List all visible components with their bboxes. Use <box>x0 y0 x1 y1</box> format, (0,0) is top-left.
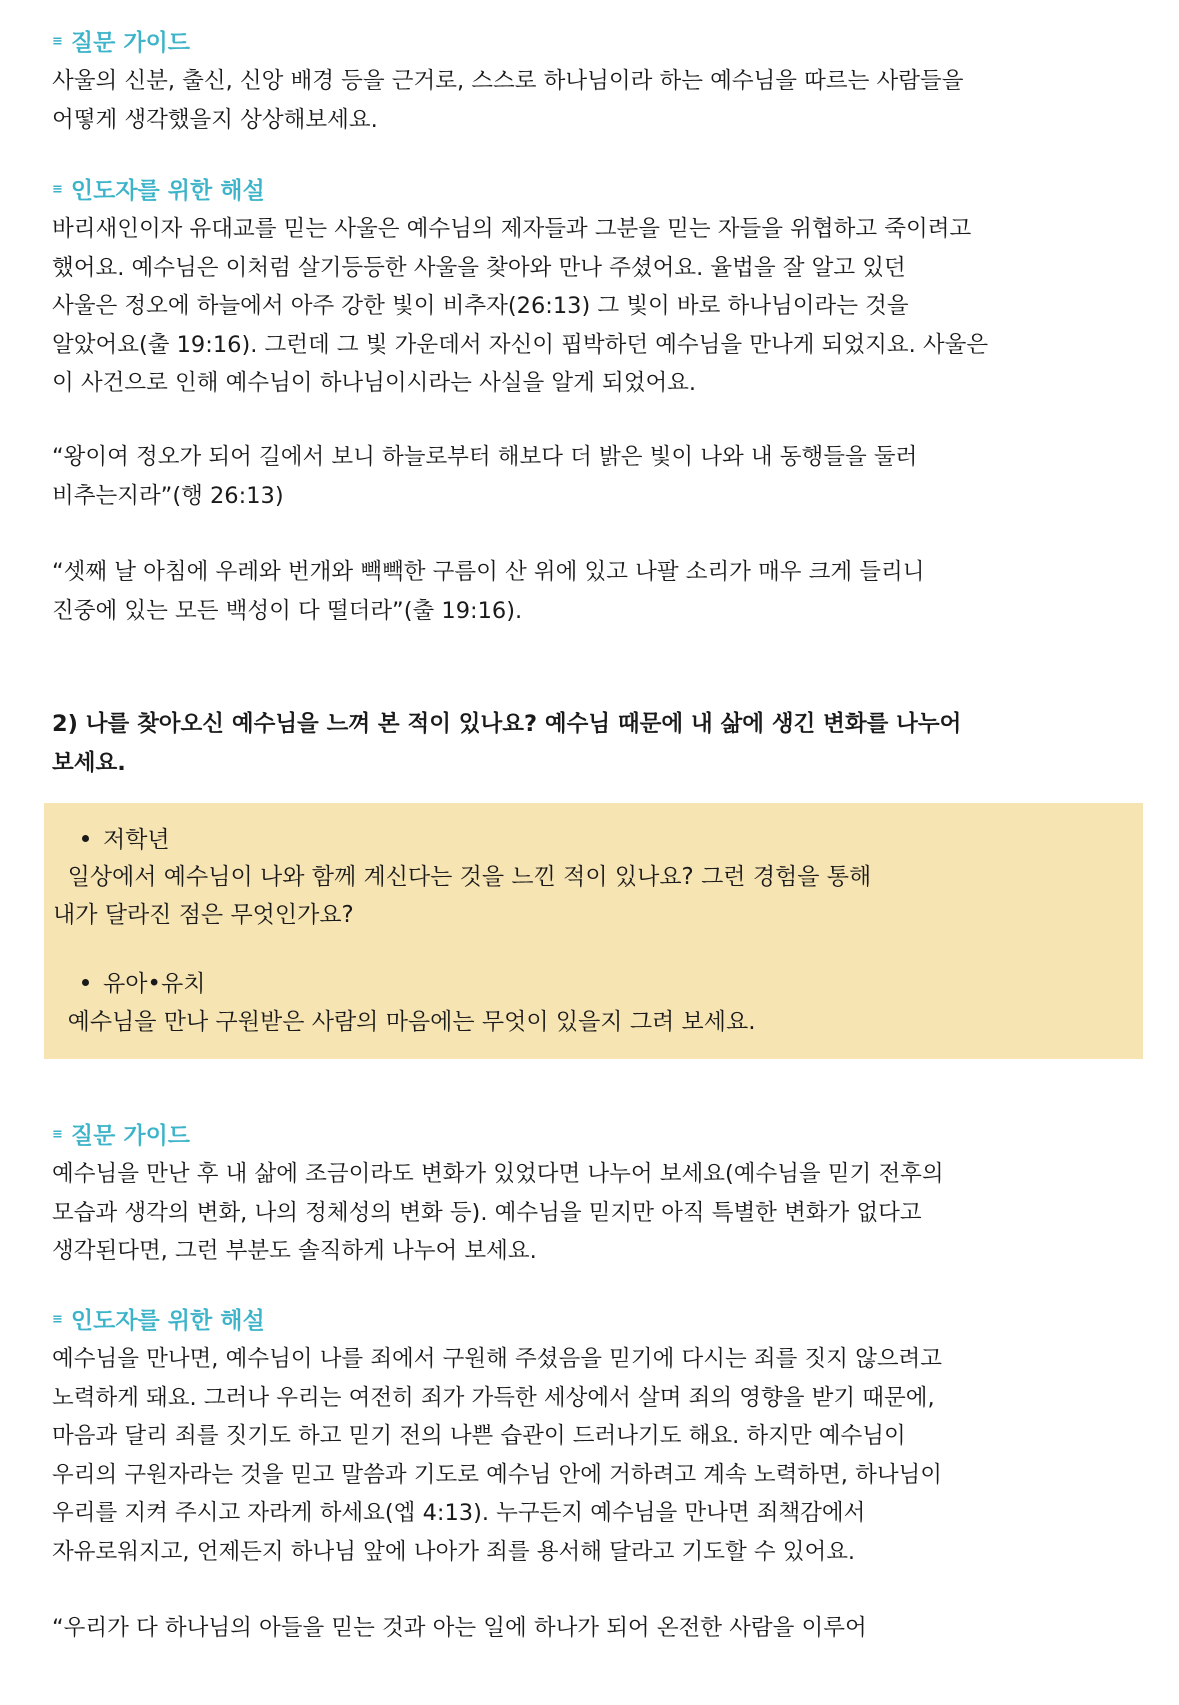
section-heading-question-guide <box>52 1119 190 1153</box>
paragraph-line: 예수님을 만나면, 예수님이 나를 죄에서 구원해 주셨음을 믿기에 다시는 죄를 짓지 않으려고 <box>52 1346 943 1372</box>
text-line: 일상에서 예수님이 나와 함께 계신다는 것을 느낀 적이 있나요? 그런 경험을 통해 <box>53 864 872 890</box>
leader-commentary-paragraph <box>52 210 1142 403</box>
question-line: 2) 나를 찾아오신 예수님을 느껴 본 적이 있나요? 예수님 때문에 내 삶에 생긴 변화를 나누어 <box>52 711 962 737</box>
discussion-question <box>52 705 1142 782</box>
paragraph-line: 했어요. 예수님은 이처럼 살기등등한 사울을 찾아와 만나 주셨어요. 율법을 잘 알고 있던 <box>52 254 906 281</box>
paragraph-line: 사울은 정오에 하늘에서 아주 강한 빛이 비추자(26:13) 그 빛이 바로 하나님이라는 것을 <box>52 293 909 319</box>
age-group-label: 저학년 <box>103 827 170 853</box>
age-group-box <box>44 803 1143 1059</box>
paragraph-line: 노력하게 돼요. 그러나 우리는 여전히 죄가 가득한 세상에서 살며 죄의 영향을 받기 때문에, <box>52 1384 935 1411</box>
bullet-icon <box>82 835 89 842</box>
paragraph-line: 바리새인이자 유대교를 믿는 사울은 예수님의 제자들과 그분을 믿는 자들을 위협하고 죽이려고 <box>52 216 972 242</box>
paragraph-line: 알았어요(출 19:16). 그런데 그 빛 가운데서 자신이 핍박하던 예수님을 만나게 되었지요. 사울은 <box>52 331 989 358</box>
quote-line: “셋째 날 아침에 우레와 번개와 빽빽한 구름이 산 위에 있고 나팔 소리가 매우 크게 들리니 <box>52 559 925 585</box>
paragraph-line: 우리를 지켜 주시고 자라게 하세요(엡 4:13). 누구든지 예수님을 만나면 죄책감에서 <box>52 1500 866 1526</box>
quote-line: “우리가 다 하나님의 아들을 믿는 것과 아는 일에 하나가 되어 온전한 사람을 이루어 <box>52 1615 867 1641</box>
age-group-title <box>82 967 205 1001</box>
text-line: 예수님을 만나 구원받은 사람의 마음에는 무엇이 있을지 그려 보세요. <box>53 1009 756 1035</box>
paragraph-line: 사울의 신분, 출신, 신앙 배경 등을 근거로, 스스로 하나님이라 하는 예수님을 따르는 사람들을 <box>52 68 964 94</box>
paragraph-line: 예수님을 만난 후 내 삶에 조금이라도 변화가 있었다면 나누어 보세요(예수님을 믿기 전후의 <box>52 1161 944 1187</box>
paragraph-line: 어떻게 생각했을지 상상해보세요. <box>52 106 378 133</box>
list-icon: ≡ <box>52 1311 63 1327</box>
heading-text: 인도자를 위한 해설 <box>70 1308 265 1334</box>
heading-text: 인도자를 위한 해설 <box>70 178 265 204</box>
paragraph-line: 생각된다면, 그런 부분도 솔직하게 나누어 보세요. <box>52 1238 537 1264</box>
bullet-icon <box>82 979 89 986</box>
section-heading-question-guide <box>52 26 190 60</box>
question-guide-paragraph <box>52 1155 1142 1271</box>
age-group-label: 유아•유치 <box>103 971 206 997</box>
list-icon: ≡ <box>52 181 63 197</box>
age-group-text <box>53 1003 756 1041</box>
heading-text: 질문 가이드 <box>70 30 191 56</box>
section-heading-leader-commentary <box>52 174 265 208</box>
question-guide-paragraph <box>52 62 1142 139</box>
list-icon: ≡ <box>52 1126 63 1142</box>
list-icon: ≡ <box>52 33 63 49</box>
paragraph-line: 마음과 달리 죄를 짓기도 하고 믿기 전의 나쁜 습관이 드러나기도 해요. 하지만 예수님이 <box>52 1423 906 1449</box>
scripture-quote <box>52 438 1142 515</box>
leader-commentary-paragraph <box>52 1340 1142 1571</box>
paragraph-line: 우리의 구원자라는 것을 믿고 말씀과 기도로 예수님 안에 거하려고 계속 노력하면, 하나님이 <box>52 1461 943 1488</box>
quote-line: 비추는지라”(행 26:13) <box>52 482 284 509</box>
section-heading-leader-commentary <box>52 1304 265 1338</box>
scripture-quote <box>52 553 1142 630</box>
paragraph-line: 자유로워지고, 언제든지 하나님 앞에 나아가 죄를 용서해 달라고 기도할 수 있어요. <box>52 1538 856 1565</box>
paragraph-line: 이 사건으로 인해 예수님이 하나님이시라는 사실을 알게 되었어요. <box>52 370 697 396</box>
question-line: 보세요. <box>52 749 126 776</box>
scripture-quote <box>52 1609 1142 1648</box>
quote-line: “왕이여 정오가 되어 길에서 보니 하늘로부터 해보다 더 밝은 빛이 나와 내 동행들을 둘러 <box>52 444 918 470</box>
age-group-title <box>82 823 170 857</box>
quote-line: 진중에 있는 모든 백성이 다 떨더라”(출 19:16). <box>52 597 523 624</box>
heading-text: 질문 가이드 <box>70 1123 191 1149</box>
text-line: 내가 달라진 점은 무엇인가요? <box>53 902 354 928</box>
paragraph-line: 모습과 생각의 변화, 나의 정체성의 변화 등). 예수님을 믿지만 아직 특별한 변화가 없다고 <box>52 1199 922 1226</box>
age-group-text <box>53 858 871 934</box>
